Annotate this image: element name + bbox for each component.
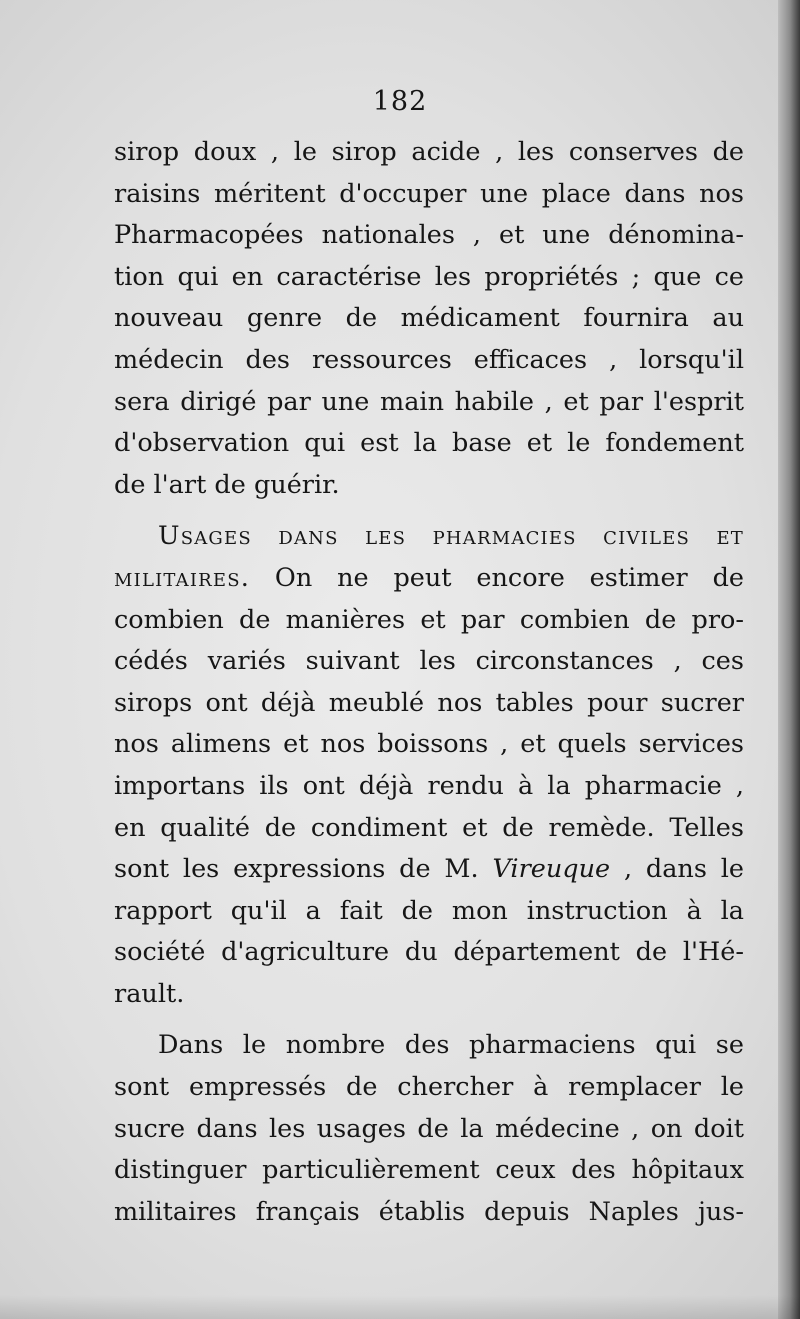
section-heading-end: militaires.: [114, 562, 251, 593]
text-line: tion qui en caractérise les propriétés ; que ce: [114, 261, 744, 292]
section-heading: Usages dans les pharmacies civiles et: [158, 521, 744, 552]
section-heading-line: [114, 516, 744, 558]
text-line: nouveau genre de médicament fournira au: [114, 303, 744, 334]
person-name: Vireuque: [492, 854, 611, 885]
paragraph-gap: [114, 1015, 744, 1025]
text-line: raisins méritent d'occuper une place dans nos: [114, 178, 744, 209]
text-line: militaires français établis depuis Naples jus-: [114, 1196, 744, 1227]
text-line: [114, 558, 744, 600]
text-line: sirops ont déjà meublé nos tables pour sucrer: [114, 687, 744, 718]
page-body: [114, 132, 744, 1233]
text-line: rapport qu'il a fait de mon instruction à la: [114, 895, 744, 926]
paragraph-gap: [114, 506, 744, 516]
page-number: 182: [372, 86, 428, 117]
page-edge-shadow: [778, 0, 800, 1319]
text-line: Dans le nombre des pharmaciens qui se: [158, 1030, 744, 1061]
text-line: de l'art de guérir.: [114, 469, 340, 500]
text-line: Pharmacopées nationales , et une dénomina-: [114, 220, 744, 251]
text-line: sont empressés de chercher à remplacer le: [114, 1072, 744, 1103]
text-line: société d'agriculture du département de l'Hé-: [114, 937, 744, 968]
text-line: d'observation qui est la base et le fondement: [114, 428, 744, 459]
text-line: combien de manières et par combien de pro-: [114, 604, 744, 635]
text-fragment: On ne peut encore estimer de: [250, 562, 744, 593]
text-line: [114, 849, 744, 891]
text-line: distinguer particulièrement ceux des hôpitaux: [114, 1155, 744, 1186]
text-fragment: sont les expressions de M.: [114, 854, 493, 885]
text-line: rault.: [114, 978, 185, 1009]
text-line: cédés variés suivant les circonstances , ces: [114, 646, 744, 677]
text-line: en qualité de condiment et de remède. Telles: [114, 812, 744, 843]
text-line: sucre dans les usages de la médecine , on doit: [114, 1113, 744, 1144]
text-line: importans ils ont déjà rendu à la pharmacie ,: [114, 770, 744, 801]
text-line: sirop doux , le sirop acide , les conserves de: [114, 137, 744, 167]
text-line: sera dirigé par une main habile , et par l'esprit: [114, 386, 744, 417]
page-bottom-shadow: [0, 1295, 800, 1319]
text-line: médecin des ressources efficaces , lorsqu'il: [114, 344, 744, 375]
text-line: nos alimens et nos boissons , et quels services: [114, 729, 744, 760]
text-fragment: , dans le: [610, 854, 744, 885]
